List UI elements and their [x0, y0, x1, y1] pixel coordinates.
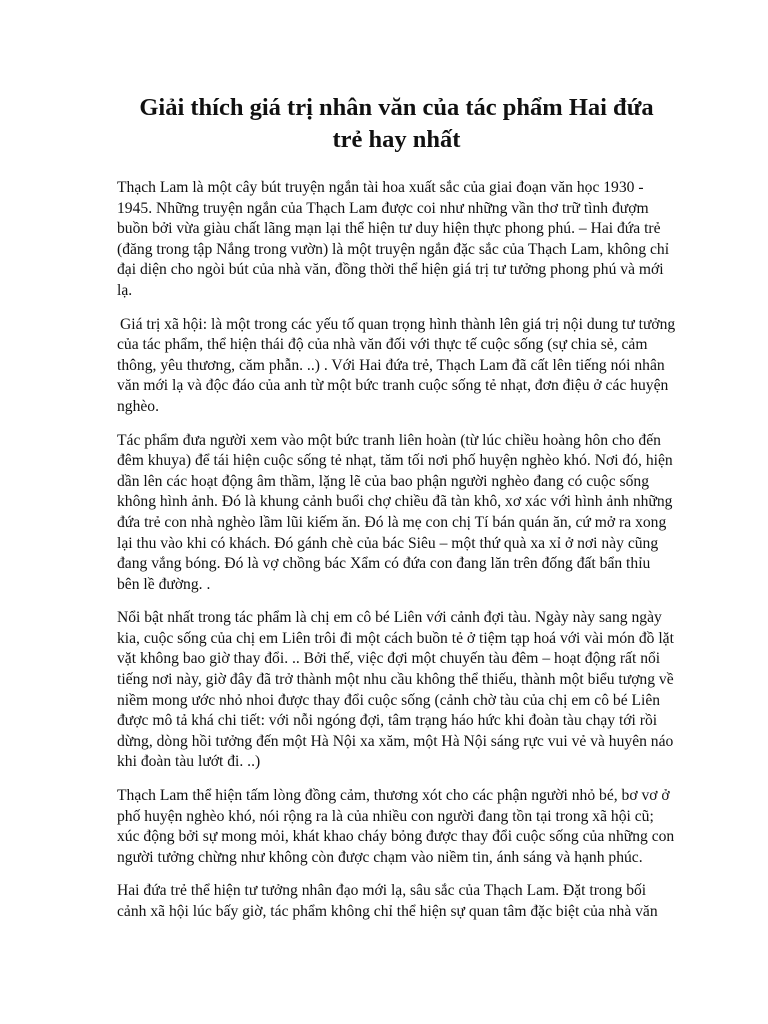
document-title: Giải thích giá trị nhân văn của tác phẩm Hai đứa trẻ hay nhất: [139, 94, 654, 153]
paragraph-town-scene: Tác phẩm đưa người xem vào một bức tranh liên hoàn (từ lúc chiều hoàng hôn cho đến đêm khuya) để tái hiện cuộc sống tẻ nhạt, tăm tối nơi phố huyện nghèo khó. Nơi đó, hiện dần lên các hoạt động âm thầm, lặng lẽ của bao phận người nghèo đang có cuộc sống không hình ảnh. Đó là khung cảnh buổi chợ chiều đã tàn khô, xơ xác với hình ảnh những đứa trẻ con nhà nghèo lầm lũi kiếm ăn. Đó là mẹ con chị Tí bán quán ăn, cứ mở ra xong lại thu vào khi có khách. Đó gánh chè của bác Siêu – một thứ quà xa xỉ ở nơi này cũng đang vắng bóng. Đó là vợ chồng bác Xẩm có đứa con đang lăn trên đống đất bẩn thỉu bên lề đường. .: [117, 431, 673, 593]
paragraph-intro: Thạch Lam là một cây bút truyện ngắn tài hoa xuất sắc của giai đoạn văn học 1930 - 1945. Những truyện ngắn của Thạch Lam được coi như những vần thơ trữ tình đượm buồn bởi vừa giàu chất lãng mạn lại thể hiện tư duy hiện thực phong phú. – Hai đứa trẻ (đăng trong tập Nắng trong vườn) là một truyện ngắn đặc sắc của Thạch Lam, không chỉ đại diện cho ngòi bút của nhà văn, đồng thời thể hiện giá trị tư tưởng phong phú và mới lạ.: [117, 179, 670, 299]
paragraph-social-value: Giá trị xã hội: là một trong các yếu tố quan trọng hình thành lên giá trị nội dung tư tưởng của tác phẩm, thể hiện thái độ của nhà văn đối với thực tế cuộc sống (sự chia sẻ, cảm thông, yêu thương, căm phẫn. ..) . Với Hai đứa trẻ, Thạch Lam đã cất lên tiếng nói nhân văn mới lạ và độc đáo của anh từ một bức tranh cuộc sống tẻ nhạt, đơn điệu ở các huyện nghèo.: [117, 315, 676, 415]
paragraph-humanism: Hai đứa trẻ thể hiện tư tưởng nhân đạo mới lạ, sâu sắc của Thạch Lam. Đặt trong bối cảnh xã hội lúc bấy giờ, tác phẩm không chỉ thể hiện sự quan tâm đặc biệt của nhà văn: [117, 882, 658, 920]
paragraph-compassion: Thạch Lam thể hiện tấm lòng đồng cảm, thương xót cho các phận người nhỏ bé, bơ vơ ở phố huyện nghèo khó, nói rộng ra là của nhiều con người đang tồn tại trong xã hội cũ; xúc động bởi sự mong mỏi, khát khao cháy bỏng được thay đổi cuộc sống của những con người tưởng chừng như không còn được chạm vào niềm tin, ánh sáng và hạnh phúc.: [117, 787, 675, 866]
paragraph-lien-train: Nổi bật nhất trong tác phẩm là chị em cô bé Liên với cảnh đợi tàu. Ngày này sang ngày kia, cuộc sống của chị em Liên trôi đi một cách buồn tẻ ở tiệm tạp hoá với vài món đồ lặt vặt không bao giờ thay đổi. .. Bởi thế, việc đợi một chuyến tàu đêm – hoạt động rất nổi tiếng nơi này, giờ đây đã trở thành một nhu cầu không thể thiếu, thành một biểu tượng về niềm mong ước nhỏ nhoi được thay đổi cuộc sống (cảnh chờ tàu của chị em cô bé Liên được mô tả khá chi tiết: với nỗi ngóng đợi, tâm trạng háo hức khi đoàn tàu chạy tới rồi dừng, dòng hồi tưởng đến một Hà Nội xa xăm, một Hà Nội sáng rực vui vẻ và huyên náo khi đoàn tàu lướt đi. ..): [117, 609, 674, 771]
